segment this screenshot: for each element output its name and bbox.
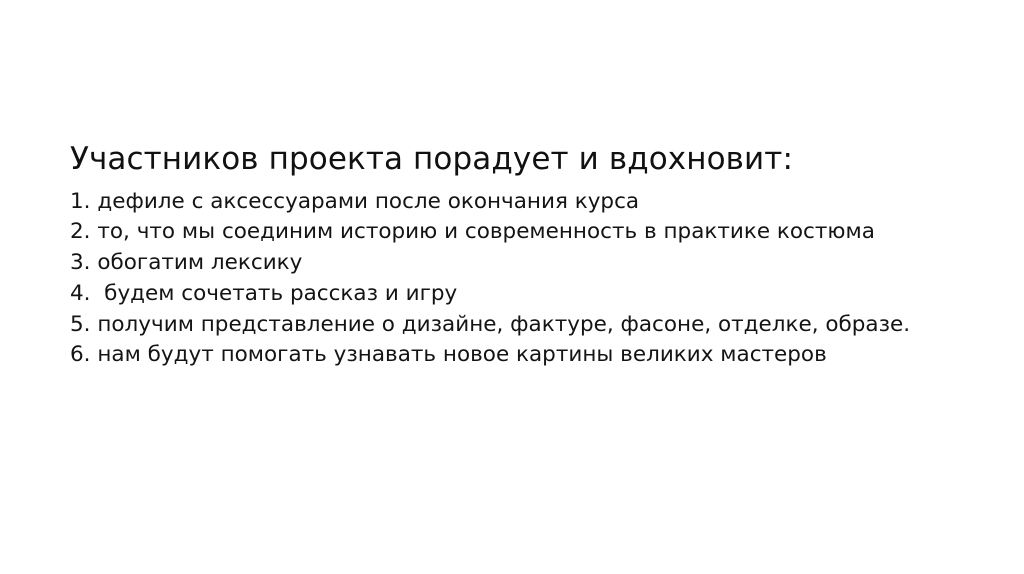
list-item: 2. то, что мы соединим историю и современность в практике костюма (70, 219, 875, 245)
list-item: 6. нам будут помогать узнавать новое картины великих мастеров (70, 342, 827, 368)
list-item: 5. получим представление о дизайне, фактуре, фасоне, отделке, образе. (70, 311, 911, 337)
list-item: 3. обогатим лексику (70, 250, 303, 276)
slide-body-list (70, 187, 960, 371)
page-title: Участников проекта порадует и вдохновит: (70, 141, 793, 177)
list-item: 4. будем сочетать рассказ и игру (70, 280, 458, 306)
slide-content (70, 140, 960, 371)
list-item: 1. дефиле с аксессуарами после окончания курса (70, 188, 640, 214)
